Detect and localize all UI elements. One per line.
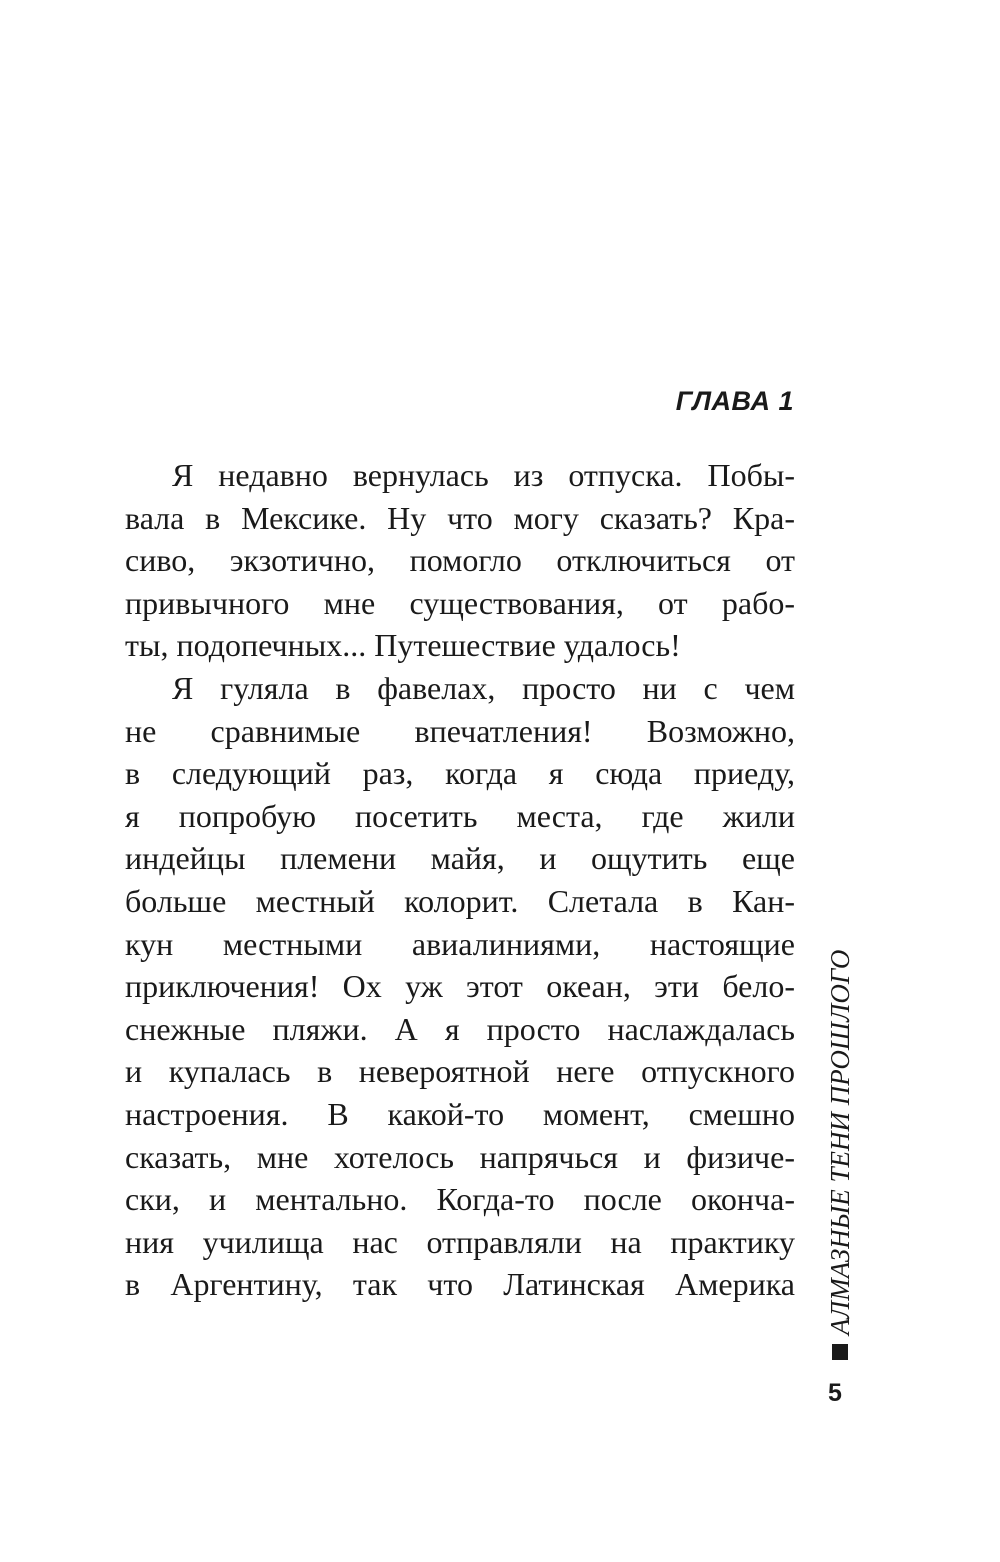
book-title: АЛМАЗНЫЕ ТЕНИ ПРОШЛОГО	[824, 949, 855, 1335]
text-line: кун местными авиалиниями, настоящие	[125, 925, 795, 962]
chapter-heading: ГЛАВА 1	[675, 386, 794, 416]
text-line: приключения! Ох уж этот океан, эти бело-	[125, 968, 795, 1005]
text-line: в Аргентину, так что Латинская Америка	[125, 1266, 795, 1303]
text-line: больше местный колорит. Слетала в Кан-	[125, 882, 795, 919]
text-line: я попробую посетить места, где жили	[125, 797, 795, 834]
text-line: снежные пляжи. А я просто наслаждалась	[125, 1010, 795, 1047]
text-line: ты, подопечных... Путешествие удалось!	[125, 627, 681, 664]
page-body-text	[125, 454, 795, 1306]
square-marker-icon	[832, 1344, 848, 1360]
text-line: настроения. В какой-то момент, смешно	[125, 1095, 795, 1132]
text-line: сиво, экзотично, помогло отключиться от	[125, 542, 795, 579]
text-line: ния училища нас отправляли на практику	[125, 1223, 795, 1260]
text-line: вала в Мексике. Ну что могу сказать? Кра-	[125, 499, 795, 536]
text-line: индейцы племени майя, и ощутить еще	[125, 840, 795, 877]
text-line: Я недавно вернулась из отпуска. Побы-	[172, 457, 795, 493]
running-title	[818, 930, 862, 1360]
page-number: 5	[828, 1379, 842, 1407]
text-line: привычного мне существования, от рабо-	[125, 584, 795, 621]
text-line: сказать, мне хотелось напрячься и физиче-	[125, 1138, 795, 1175]
text-line: и купалась в невероятной неге отпускного	[125, 1053, 795, 1090]
text-line: в следующий раз, когда я сюда приеду,	[125, 755, 795, 792]
text-line: не сравнимые впечатления! Возможно,	[125, 712, 795, 749]
text-line: ски, и ментально. Когда-то после оконча-	[125, 1181, 795, 1218]
text-line: Я гуляла в фавелах, просто ни с чем	[172, 669, 795, 706]
